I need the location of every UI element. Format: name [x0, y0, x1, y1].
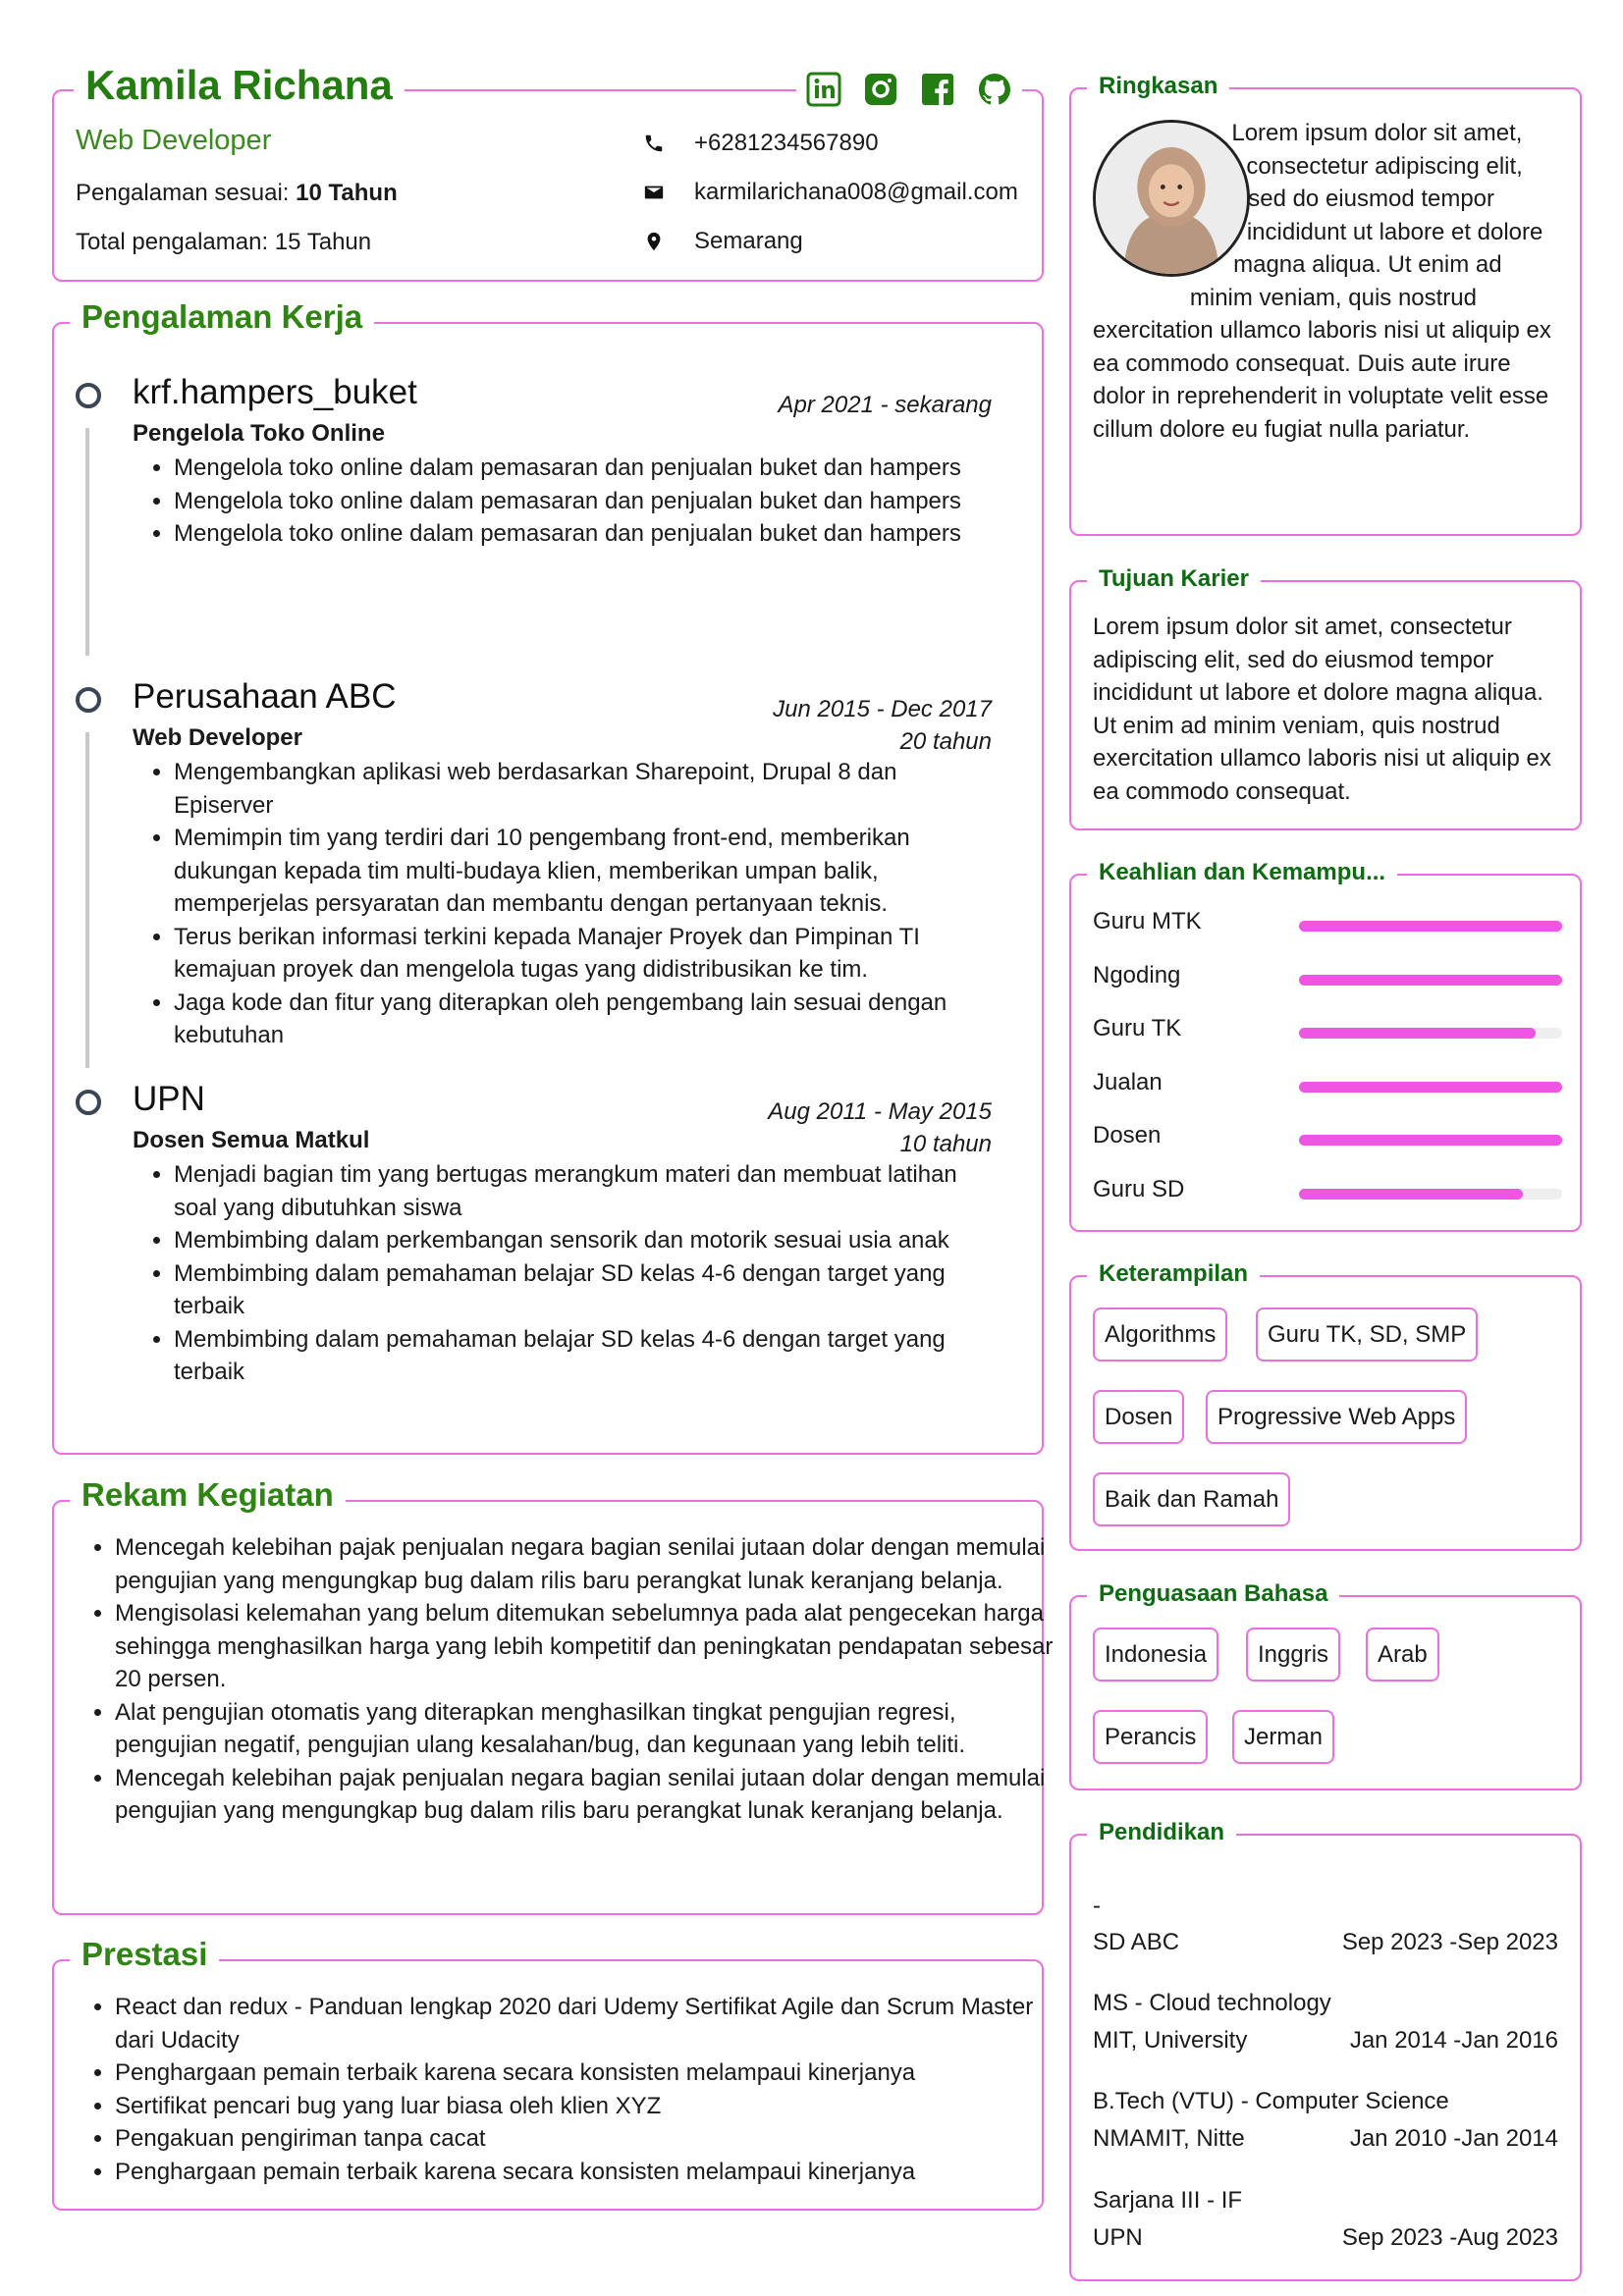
skill-name: Jualan [1093, 1069, 1163, 1095]
candidate-name: Kamila Richana [74, 62, 405, 109]
job-company: UPN [133, 1080, 205, 1118]
skill-bar-fill [1299, 1082, 1562, 1093]
section-title: Penguasaan Bahasa [1087, 1580, 1339, 1608]
section-title: Rekam Kegiatan [70, 1476, 346, 1514]
job-date-range: Apr 2021 - sekarang [778, 392, 992, 418]
list-item: • Sertifikat pencari bug yang luar biasa oleh klien XYZ [115, 2090, 1057, 2123]
skill-row [1093, 1122, 1564, 1157]
timeline-dot [76, 687, 101, 713]
timeline-line [85, 732, 89, 1068]
skill-tag: Dosen [1093, 1390, 1184, 1444]
list-item: • Terus berikan informasi terkini kepada Manajer Proyek dan Pimpinan TI kemajuan proyek dan mengelola tugas yang didistribusikan ke tim. [174, 921, 979, 987]
skill-name: Guru SD [1093, 1176, 1185, 1202]
section-title: Keterampilan [1087, 1260, 1260, 1288]
github-icon[interactable] [977, 72, 1012, 107]
contact-phone[interactable] [643, 130, 879, 157]
language-tag: Arab [1366, 1628, 1439, 1682]
list-item: • Mengembangkan aplikasi web berdasarkan Sharepoint, Drupal 8 dan Episerver [174, 756, 979, 822]
education-degree: Sarjana III - IF [1093, 2187, 1243, 2214]
location-pin-icon [643, 231, 665, 252]
contact-email[interactable] [643, 179, 1018, 206]
header-card [52, 62, 1044, 282]
job-date-range: Aug 2011 - May 2015 [768, 1098, 992, 1125]
social-links [796, 72, 1022, 107]
job-company: Perusahaan ABC [133, 677, 397, 716]
list-item: • Mengelola toko online dalam pemasaran dan penjualan buket dan hampers [174, 517, 979, 551]
list-item: • Pengakuan pengiriman tanpa cacat [115, 2122, 1057, 2156]
total-experience: Total pengalaman: 15 Tahun [76, 229, 372, 255]
section-title: Pengalaman Kerja [70, 298, 374, 336]
skill-bar-fill [1299, 1028, 1536, 1039]
skills-section [1069, 859, 1582, 1232]
job-bullets [133, 1158, 979, 1389]
skill-bar-fill [1299, 921, 1562, 932]
career-goal-section [1069, 565, 1582, 830]
career-goal-text: Lorem ipsum dolor sit amet, consectetur adipiscing elit, sed do eiusmod tempor incididunt ut labore et dolore magna aliqua. Ut enim ad minim veniam, quis nostrud exercitation ullamco laboris nisi ut aliquip ex ea commodo consequat. [1093, 614, 1551, 805]
timeline-dot [76, 1090, 101, 1115]
language-tag: Indonesia [1093, 1628, 1218, 1682]
skill-row [1093, 908, 1564, 943]
email-icon [643, 182, 665, 203]
section-title: Pendidikan [1087, 1819, 1236, 1846]
contact-location [643, 228, 803, 255]
list-item: • Mengelola toko online dalam pemasaran dan penjualan buket dan hampers [174, 485, 979, 518]
education-degree: - [1093, 1893, 1101, 1919]
skill-tag: Progressive Web Apps [1206, 1390, 1467, 1444]
list-item: • Mencegah kelebihan pajak penjualan negara bagian senilai jutaan dolar dengan memulai pengujian yang mengungkap bug dalam rilis baru perangkat lunak keranjang belanja. [115, 1531, 1057, 1597]
list-item: • Memimpin tim yang terdiri dari 10 pengembang front-end, memberikan dukungan kepada tim multi-budaya klien, memberikan umpan balik, memperjelas persyaratan dan membantu dengan pertanyaan teknis. [174, 822, 979, 921]
job-position: Web Developer [133, 724, 302, 751]
section-title: Prestasi [70, 1936, 219, 1973]
summary-text-wrap [1093, 117, 1562, 446]
education-dates: Jan 2010 -Jan 2014 [1349, 2125, 1558, 2152]
skill-bar-fill [1299, 1189, 1523, 1200]
job-role: Web Developer [76, 125, 272, 156]
list-item: • Menjadi bagian tim yang bertugas merangkum materi dan membuat latihan soal yang dibutuhkan siswa [174, 1158, 979, 1224]
education-dates: Sep 2023 -Sep 2023 [1341, 1929, 1558, 1955]
skill-name: Dosen [1093, 1122, 1162, 1148]
achievements-section [52, 1936, 1044, 2211]
skill-bar-track [1299, 1082, 1562, 1093]
skill-row [1093, 962, 1564, 997]
education-dates: Sep 2023 -Aug 2023 [1341, 2224, 1558, 2251]
job-company: krf.hampers_buket [133, 373, 417, 411]
phone-number: +6281234567890 [694, 130, 879, 156]
language-tag: Perancis [1093, 1710, 1208, 1764]
section-title: Keahlian dan Kemampu... [1087, 859, 1397, 886]
list-item: • Membimbing dalam pemahaman belajar SD kelas 4-6 dengan target yang terbaik [174, 1323, 979, 1389]
skill-bar-fill [1299, 975, 1562, 986]
activities-list [74, 1531, 1057, 1828]
linkedin-icon[interactable] [806, 72, 841, 107]
facebook-icon[interactable] [920, 72, 955, 107]
instagram-icon[interactable] [863, 72, 898, 107]
skill-name: Ngoding [1093, 962, 1181, 988]
languages-section [1069, 1580, 1582, 1790]
job-duration: 20 tahun [899, 728, 992, 755]
section-title: Tujuan Karier [1087, 565, 1261, 593]
skill-tag: Baik dan Ramah [1093, 1472, 1290, 1526]
timeline-line [85, 428, 89, 656]
education-dates: Jan 2014 -Jan 2016 [1349, 2027, 1558, 2054]
education-school: NMAMIT, Nitte [1093, 2125, 1245, 2152]
skill-row [1093, 1176, 1564, 1211]
skill-tag: Algorithms [1093, 1308, 1227, 1362]
skill-tag: Guru TK, SD, SMP [1256, 1308, 1478, 1362]
summary-text: Lorem ipsum dolor sit amet, consectetur adipiscing elit, sed do eiusmod tempor incididunt ut labore et dolore magna aliqua. Ut enim ad minim veniam, quis nostrud exercitation ullamco laboris nisi ut aliquip ex ea commodo consequat. Duis aute irure dolor in reprehenderit in voluptate velit esse cillum dolore eu fugiat nulla pariatur. [1093, 120, 1551, 443]
list-item: • Jaga kode dan fitur yang diterapkan oleh pengembang lain sesuai dengan kebutuhan [174, 987, 979, 1052]
job-bullets [133, 452, 979, 551]
skill-bar-track [1299, 1189, 1562, 1200]
skill-bar-track [1299, 975, 1562, 986]
job-duration: 10 tahun [899, 1131, 992, 1157]
list-item: • Mengisolasi kelemahan yang belum ditemukan sebelumnya pada alat pengecekan harga sehingga menghasilkan harga yang lebih kompetitif dan peningkatan pendapatan sebesar 20 persen. [115, 1597, 1057, 1696]
summary-section [1069, 73, 1582, 536]
activities-section [52, 1476, 1054, 1915]
list-item: • Mengelola toko online dalam pemasaran dan penjualan buket dan hampers [174, 452, 979, 485]
job-dates [779, 389, 992, 421]
phone-icon [643, 133, 665, 154]
list-item: • Mencegah kelebihan pajak penjualan negara bagian senilai jutaan dolar dengan memulai pengujian yang mengungkap bug dalam rilis baru perangkat lunak keranjang belanja. [115, 1762, 1057, 1828]
list-item: • Membimbing dalam perkembangan sensorik dan motorik sesuai usia anak [174, 1224, 979, 1257]
list-item: • Membimbing dalam pemahaman belajar SD kelas 4-6 dengan target yang terbaik [174, 1257, 979, 1323]
section-title: Ringkasan [1087, 73, 1229, 100]
relevant-experience-label: Pengalaman sesuai: [76, 180, 290, 206]
skill-bar-track [1299, 1135, 1562, 1146]
language-tag: Inggris [1246, 1628, 1340, 1682]
job-position: Dosen Semua Matkul [133, 1127, 370, 1153]
job-bullets [133, 756, 979, 1052]
job-date-range: Jun 2015 - Dec 2017 [773, 696, 992, 722]
list-item: • Penghargaan pemain terbaik karena secara konsisten melampaui kinerjanya [115, 2156, 1057, 2189]
job-position: Pengelola Toko Online [133, 420, 385, 447]
achievements-list [74, 1991, 1057, 2188]
education-school: UPN [1093, 2224, 1143, 2251]
job-dates [768, 1095, 992, 1160]
education-school: SD ABC [1093, 1929, 1180, 1955]
list-item: • Penghargaan pemain terbaik karena secara konsisten melampaui kinerjanya [115, 2056, 1057, 2090]
relevant-experience-value: 10 Tahun [296, 180, 398, 206]
keterampilan-section [1069, 1260, 1582, 1551]
timeline-dot [76, 383, 101, 408]
skill-bar-track [1299, 921, 1562, 932]
skill-row [1093, 1015, 1564, 1050]
skill-row [1093, 1069, 1564, 1104]
skill-bar-track [1299, 1028, 1562, 1039]
relevant-experience [76, 180, 398, 207]
language-tag: Jerman [1232, 1710, 1334, 1764]
job-dates [773, 693, 992, 758]
skill-name: Guru MTK [1093, 908, 1202, 934]
education-degree: MS - Cloud technology [1093, 1990, 1331, 2016]
list-item: • Alat pengujian otomatis yang diterapkan menghasilkan tingkat pengujian regresi, pengujian negatif, pengujian ulang kesalahan/bug, dan kegunaan yang lebih teliti. [115, 1696, 1057, 1762]
list-item: • React dan redux - Panduan lengkap 2020 dari Udemy Sertifikat Agile dan Scrum Master dari Udacity [115, 1991, 1057, 2056]
education-school: MIT, University [1093, 2027, 1248, 2054]
work-experience-section [52, 298, 1044, 1455]
skill-bar-fill [1299, 1135, 1562, 1146]
education-degree: B.Tech (VTU) - Computer Science [1093, 2088, 1449, 2114]
skill-name: Guru TK [1093, 1015, 1182, 1041]
education-section [1069, 1819, 1582, 2281]
location-text: Semarang [694, 228, 803, 254]
email-address: karmilarichana008@gmail.com [694, 179, 1018, 205]
